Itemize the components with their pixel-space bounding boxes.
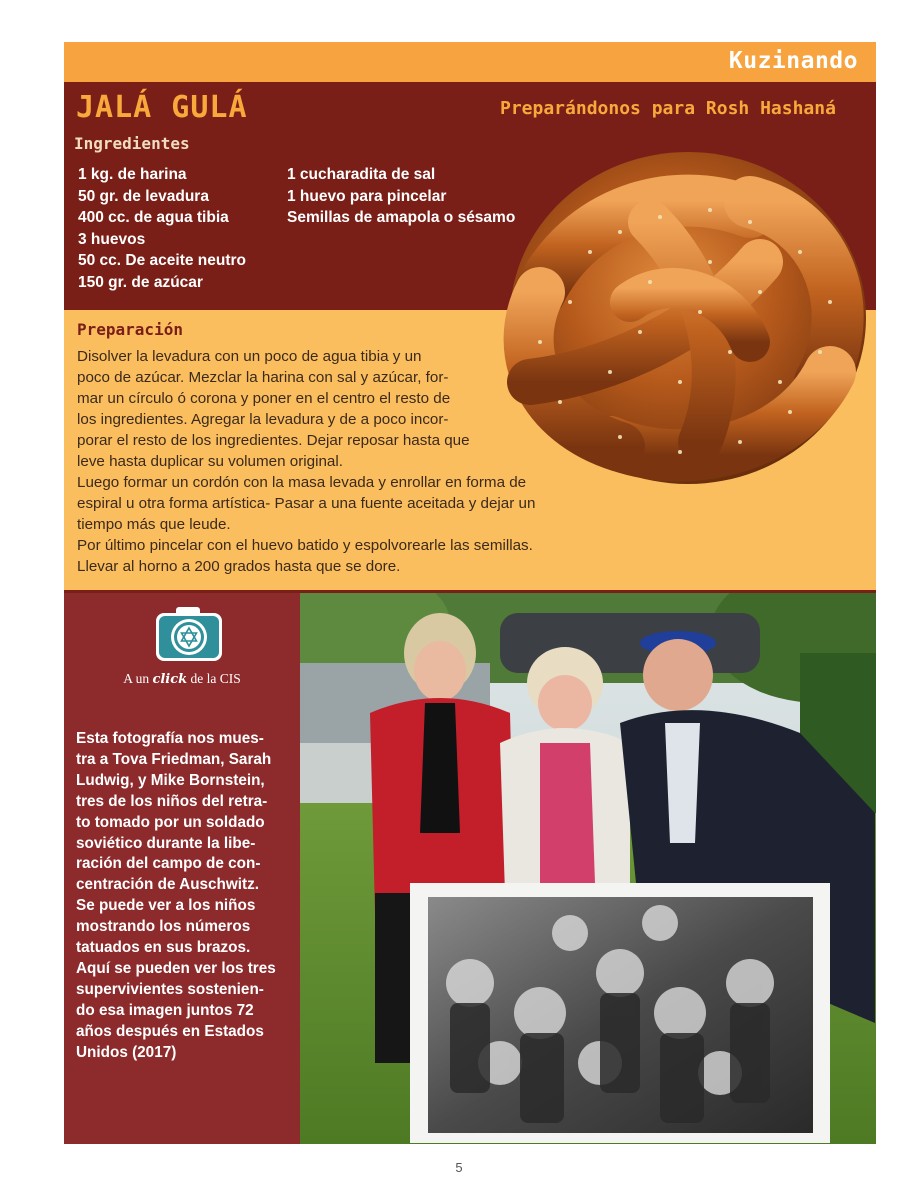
preparation-line: los ingredientes. Agregar la levadura y de a poco incor- [77,411,449,428]
ingredient-item: 3 huevos [78,230,146,248]
caption-line: Aquí se pueden ver los tres [76,959,276,977]
caption-line: tatuados en sus brazos. [76,939,251,957]
preparation-line: Disolver la levadura con un poco de agua tibia y un [77,348,422,365]
section-header-bar [64,42,876,82]
photo-caption [76,729,298,1064]
ingredients-list-col1 [78,164,246,293]
ingredient-item: 50 cc. De aceite neutro [78,252,246,269]
preparation-heading: Preparación [77,320,183,339]
caption-line: to tomado por un soldado [76,813,265,831]
challah-bread-image [500,142,876,490]
ingredient-item: 150 gr. de azúcar [78,273,203,291]
ingredients-heading: Ingredientes [74,134,190,153]
click-cis-panel [64,593,300,1144]
preparation-line: Llevar al horno a 200 grados hasta que se dore. [77,558,401,575]
caption-line: Ludwig, y Mike Bornstein, [76,771,265,789]
preparation-line: espiral u otra forma artística- Pasar a una fuente aceitada y dejar un [77,495,536,512]
brand-click-word: click [152,672,188,687]
brand-prefix: A un [123,671,150,686]
preparation-line: Por último pincelar con el huevo batido y espolvorearle las semillas. [77,537,533,554]
caption-line: Se puede ver a los niños [76,897,256,915]
preparation-line: mar un círculo ó corona y poner en el centro el resto de [77,390,451,407]
camera-icon [156,607,222,661]
recipe-title: JALÁ GULÁ [76,90,248,125]
caption-line: mostrando los números [76,918,251,936]
caption-line: tra a Tova Friedman, Sarah [76,750,272,768]
caption-line: Esta fotografía nos mues- [76,730,264,747]
ingredient-item: 1 huevo para pincelar [287,187,447,205]
caption-line: do esa imagen juntos 72 [76,1001,254,1019]
recipe-subtitle: Preparándonos para Rosh Hashaná [500,98,836,119]
preparation-line: porar el resto de los ingredientes. Dejar reposar hasta que [77,432,470,449]
preparation-line: poco de azúcar. Mezclar la harina con sal y azúcar, for- [77,369,449,386]
caption-line: ración del campo de con- [76,855,261,873]
ingredient-item: 1 cucharadita de sal [287,166,436,183]
caption-line: supervivientes sostenien- [76,980,264,998]
ingredient-item: Semillas de amapola o sésamo [287,209,516,226]
preparation-line: Luego formar un cordón con la masa levada y enrollar en forma de [77,474,527,491]
ingredient-item: 400 cc. de agua tibia [78,209,229,226]
ingredient-item: 1 kg. de harina [78,166,187,183]
ingredient-item: 50 gr. de levadura [78,187,209,205]
preparation-line: tiempo más que leude. [77,516,231,533]
caption-line: Unidos (2017) [76,1043,177,1061]
ingredients-list-col2 [287,164,515,229]
preparation-line: leve hasta duplicar su volumen original. [77,453,343,470]
click-brand [64,671,300,687]
caption-line: tres de los niños del retra- [76,792,268,810]
brand-suffix: de la CIS [190,671,241,686]
survivors-photo [300,593,876,1144]
page-number: 5 [455,1160,463,1175]
section-title: Kuzinando [728,48,858,74]
caption-line: soviético durante la libe- [76,834,256,852]
caption-line: centración de Auschwitz. [76,876,260,894]
caption-line: años después en Estados [76,1022,264,1040]
